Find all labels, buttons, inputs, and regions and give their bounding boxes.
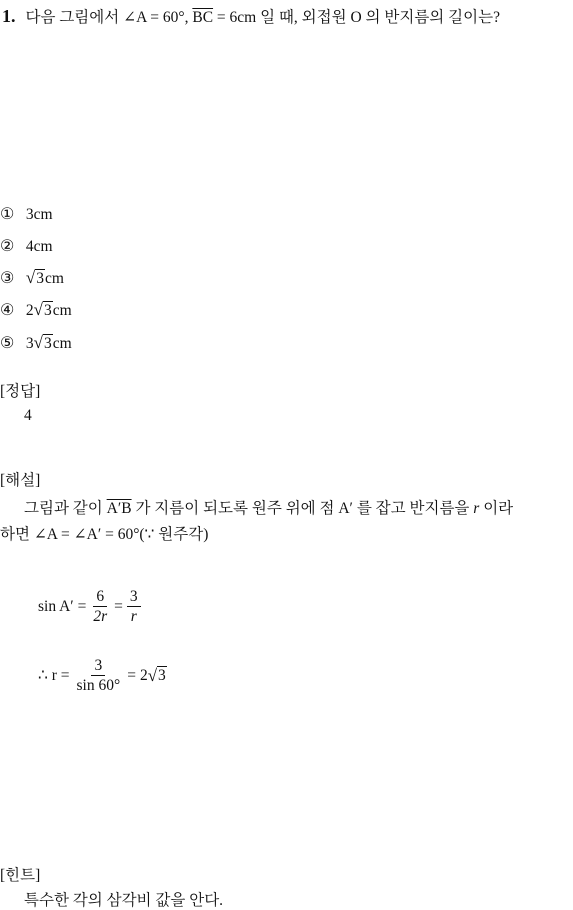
frac-denominator: r [130, 608, 137, 626]
expl-text-b: 가 지름이 되도록 원주 위에 점 A′ 를 잡고 반지름을 [131, 500, 474, 517]
stem-lead: 다음 그림에서 ∠A = 60°, [25, 9, 193, 26]
expl-text-a: 그림과 같이 [24, 500, 107, 517]
explanation-line-1 [24, 496, 513, 518]
hint-text: 특수한 각의 삼각비 값을 안다. [24, 892, 224, 909]
question [2, 5, 500, 27]
choice-2[interactable] [0, 236, 53, 256]
choice-1[interactable] [0, 204, 53, 224]
choice-value: 3cm [25, 206, 53, 223]
choice-mark: ⑤ [0, 335, 15, 352]
eq2-coef: 2 [139, 666, 148, 684]
choice-unit: cm [44, 270, 64, 287]
choice-unit: cm [52, 335, 72, 352]
equation-radius [38, 657, 167, 694]
frac-denominator: sin 60° [76, 677, 121, 695]
hint-header: [힌트] [0, 867, 41, 884]
choice-mark: ④ [0, 302, 15, 319]
sqrt-symbol: √ [25, 268, 36, 287]
choice-radicand: 3 [43, 335, 52, 352]
answer-value: 4 [24, 407, 32, 424]
equation-sine [38, 588, 145, 625]
eq1-lhs: sin A′ = [38, 597, 87, 615]
explanation-header: [해설] [0, 472, 41, 489]
eq2-equals: = [127, 666, 136, 684]
expl-var-r: r [473, 500, 480, 517]
choice-5[interactable] [0, 333, 72, 353]
expl-segment: A′B [106, 500, 132, 517]
sqrt-symbol: √ [33, 333, 43, 352]
frac-numerator: 3 [127, 588, 141, 607]
choice-coef: 2 [25, 302, 34, 319]
eq2-radicand: 3 [158, 667, 166, 685]
choice-value: 4cm [25, 238, 53, 255]
question-stem [26, 9, 500, 26]
frac-denominator: 2r [93, 608, 108, 626]
question-number: 1. [2, 6, 16, 26]
choice-coef: 3 [25, 335, 34, 352]
stem-segment-bc: $\overline{BC}$ [192, 9, 214, 26]
frac-numerator: 3 [91, 657, 105, 676]
choice-mark: ② [0, 238, 15, 255]
explanation-line-2: 하면 ∠A = ∠A′ = 60°(∵ 원주각) [0, 526, 209, 543]
choice-radicand: 3 [43, 302, 52, 319]
fraction-6-over-2r [90, 588, 110, 625]
sqrt-symbol: √ [147, 665, 158, 685]
sqrt-symbol: √ [33, 300, 43, 319]
choice-radicand: 3 [36, 270, 44, 287]
eq1-equals: = [114, 597, 123, 615]
choice-3[interactable] [0, 268, 64, 288]
stem-trail: = 6cm 일 때, 외접원 O 의 반지름의 길이는? [213, 9, 500, 26]
choice-4[interactable] [0, 300, 72, 320]
answer-header: [정답] [0, 383, 41, 400]
fraction-3-over-r [127, 588, 141, 625]
choice-mark: ① [0, 206, 15, 223]
fraction-3-over-sin60 [74, 657, 124, 694]
eq2-lhs: ∴ r = [38, 667, 70, 685]
choice-unit: cm [52, 302, 72, 319]
frac-numerator: 6 [93, 588, 107, 607]
choice-mark: ③ [0, 270, 15, 287]
expl-text-c: 이라 [479, 500, 514, 517]
